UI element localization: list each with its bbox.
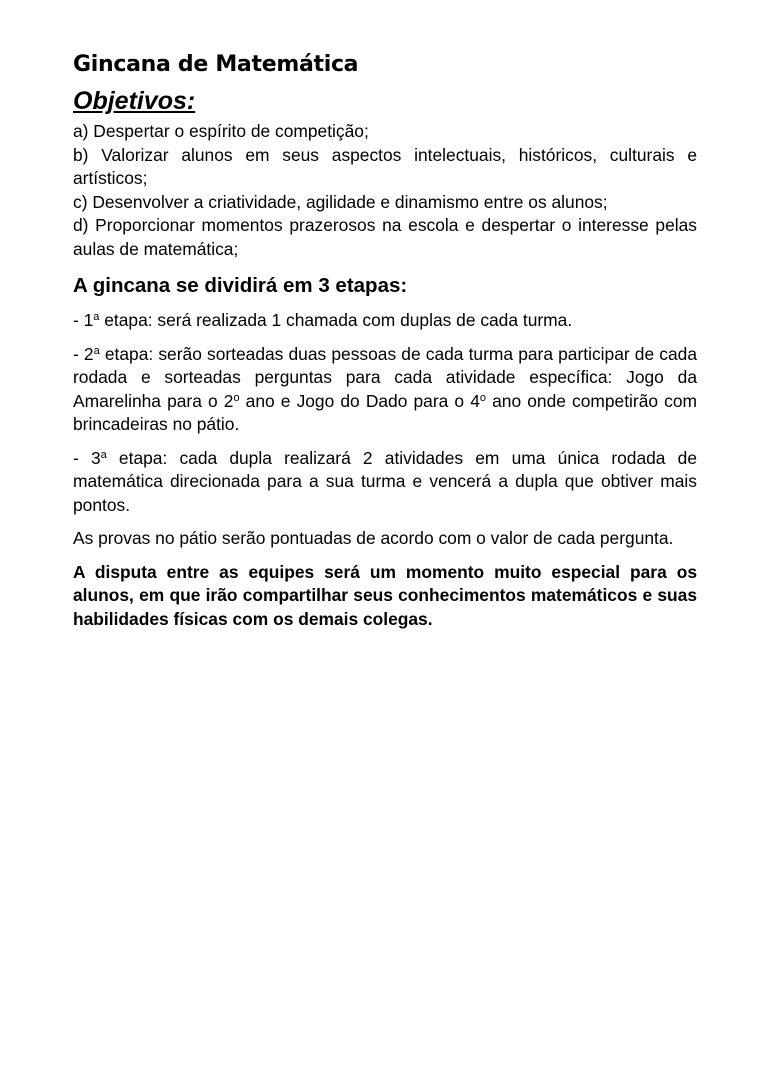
etapa-3-ordinal: a xyxy=(100,448,107,461)
etapa-1-paragraph xyxy=(73,309,697,333)
objetivos-list xyxy=(73,120,697,261)
objetivo-item-a: a) Despertar o espírito de competição; xyxy=(73,121,369,141)
etapa-3-paragraph xyxy=(73,447,697,518)
closing-paragraph: A disputa entre as equipes será um momento muito especial para os alunos, em que irão compartilhar seus conhecimentos matemáticos e suas habilidades físicas com os demais colegas. xyxy=(73,561,697,629)
etapa-2-text-3: ano onde competirão com brincadeiras no pátio. xyxy=(73,390,698,434)
objetivo-item-d: d) Proporcionar momentos prazerosos na escola e despertar o interesse pelas aulas de matemática; xyxy=(73,215,697,259)
etapa-2-text-1: etapa: serão sorteadas duas pessoas de cada turma para participar de cada rodada e sorteadas perguntas para cada atividade específica: Jogo da Amarelinha para o 2 xyxy=(73,343,697,411)
provas-paragraph: As provas no pátio serão pontuadas de acordo com o valor de cada pergunta. xyxy=(73,528,674,548)
etapa-2-prefix: - 2 xyxy=(73,343,94,364)
document-title: Gincana de Matemática xyxy=(73,52,359,77)
etapa-2-ordinal: a xyxy=(93,344,100,357)
etapa-3-text: etapa: cada dupla realizará 2 atividades em uma única rodada de matemática direcionada para a sua turma e vencerá a dupla que obtiver mais pontos. xyxy=(73,447,697,515)
etapa-2-text-2: ano e Jogo do Dado para o 4 xyxy=(239,390,480,411)
etapa-2-ordinal-ano-2: o xyxy=(233,391,240,404)
document-page xyxy=(73,50,697,641)
objetivo-item-c: c) Desenvolver a criatividade, agilidade e dinamismo entre os alunos; xyxy=(73,191,608,212)
etapa-3-prefix: - 3 xyxy=(73,447,101,468)
objetivos-heading: Objetivos: xyxy=(73,87,196,115)
objetivo-item-b: b) Valorizar alunos em seus aspectos intelectuais, históricos, culturais e artísticos; xyxy=(73,144,697,188)
etapa-2-paragraph xyxy=(73,343,697,437)
etapa-2-ordinal-ano-4: o xyxy=(479,391,486,404)
etapas-heading: A gincana se dividirá em 3 etapas: xyxy=(73,274,408,297)
etapa-1-ordinal: a xyxy=(93,311,100,323)
etapa-1-text: etapa: será realizada 1 chamada com duplas de cada turma. xyxy=(99,310,573,330)
etapa-1-prefix: - 1 xyxy=(73,310,94,330)
